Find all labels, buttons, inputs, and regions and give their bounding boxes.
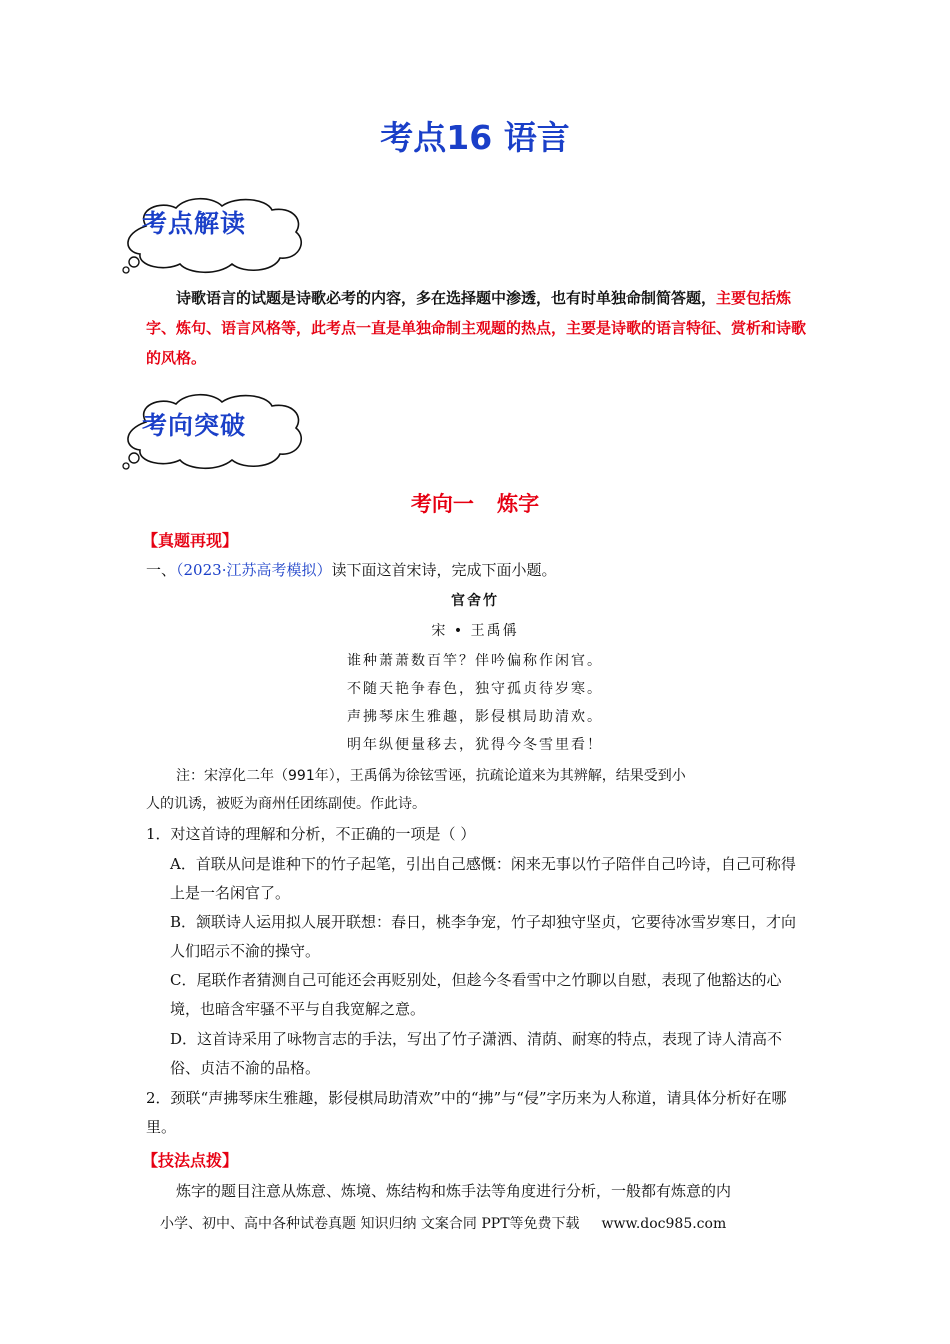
poem-line: 声拂琴床生雅趣，影侵棋局助清欢。 [347,709,603,725]
question-instruction: 读下面这首宋诗，完成下面小题。 [331,561,557,579]
question-intro [146,556,810,584]
badge-label: 考点解读 [142,209,247,238]
page-footer [160,1213,726,1233]
poem-line: 不随天艳争春色，独守孤贞待岁寒。 [347,681,603,697]
tag-technique-tips: 【技法点拨】 [142,1151,239,1170]
section-title: 考向一 炼字 [410,492,540,516]
footer-text: 小学、初中、高中各种试卷真题 知识归纳 文案合同 PPT等免费下载 [160,1216,580,1232]
option-c: C．尾联作者猜测自己可能还会再贬别处，但趁今冬看雪中之竹聊以自慰，表现了他豁达的心境，也暗含牢骚不平与自我宽解之意。 [170,971,782,1018]
poem-line: 明年纵便量移去，犹得今冬雪里看！ [347,737,603,753]
question-source: （2023·江苏高考模拟） [176,561,332,579]
tips-text: 炼字的题目注意从炼意、炼境、炼结构和炼手法等角度进行分析，一般都有炼意的内 [176,1182,732,1200]
section-badge-interpretation [118,196,308,286]
option-a: A．首联从问是谁种下的竹子起笔，引出自己感慨：闲来无事以竹子陪伴自己吟诗，自己可称得上是一名闲官了。 [170,855,796,902]
question-1-stem: 1．对这首诗的理解和分析，不正确的一项是（ ） [146,825,476,843]
poem-note-line2: 人的讥诱，被贬为商州任团练副使。作此诗。 [146,796,426,812]
poem-line: 谁种萧萧数百竿？伴吟偏称作闲官。 [347,653,603,669]
question-2: 2．颈联“声拂琴床生雅趣，影侵棋局助清欢”中的“拂”与“侵”字历来为人称道，请具体分析好在哪里。 [146,1089,787,1136]
intro-highlight: 主要包括炼字、炼句、语言风格等，此考点一直是单独命制主观题的热点，主要是诗歌的语言特征、赏析和诗歌的风格。 [146,289,807,367]
option-b: B．颔联诗人运用拟人展开联想：春日，桃李争宠，竹子却独守坚贞，它要待冰雪岁寒日，才向人们昭示不渝的操守。 [170,913,797,960]
intro-text: 诗歌语言的试题是诗歌必考的内容，多在选择题中渗透，也有时单独命制简答题， [176,289,717,307]
badge-label: 考向突破 [142,411,247,440]
question-number: 一、 [146,561,177,579]
section-badge-breakthrough [118,392,308,482]
poem-title: 官舍竹 [451,593,499,609]
tag-real-questions: 【真题再现】 [142,531,239,550]
footer-url[interactable]: www.doc985.com [601,1216,727,1232]
option-d: D．这首诗采用了咏物言志的手法，写出了竹子潇洒、清荫、耐寒的特点，表现了诗人清高不俗、贞洁不渝的品格。 [170,1030,783,1077]
page-title: 考点16 语言 [380,118,570,157]
intro-paragraph [146,283,810,373]
poem-note-line1: 注：宋淳化二年（991年），王禹偁为徐铉雪诬，抗疏论道来为其辨解，结果受到小 [176,768,686,784]
poem-author: 宋 • 王禹偁 [431,623,519,639]
